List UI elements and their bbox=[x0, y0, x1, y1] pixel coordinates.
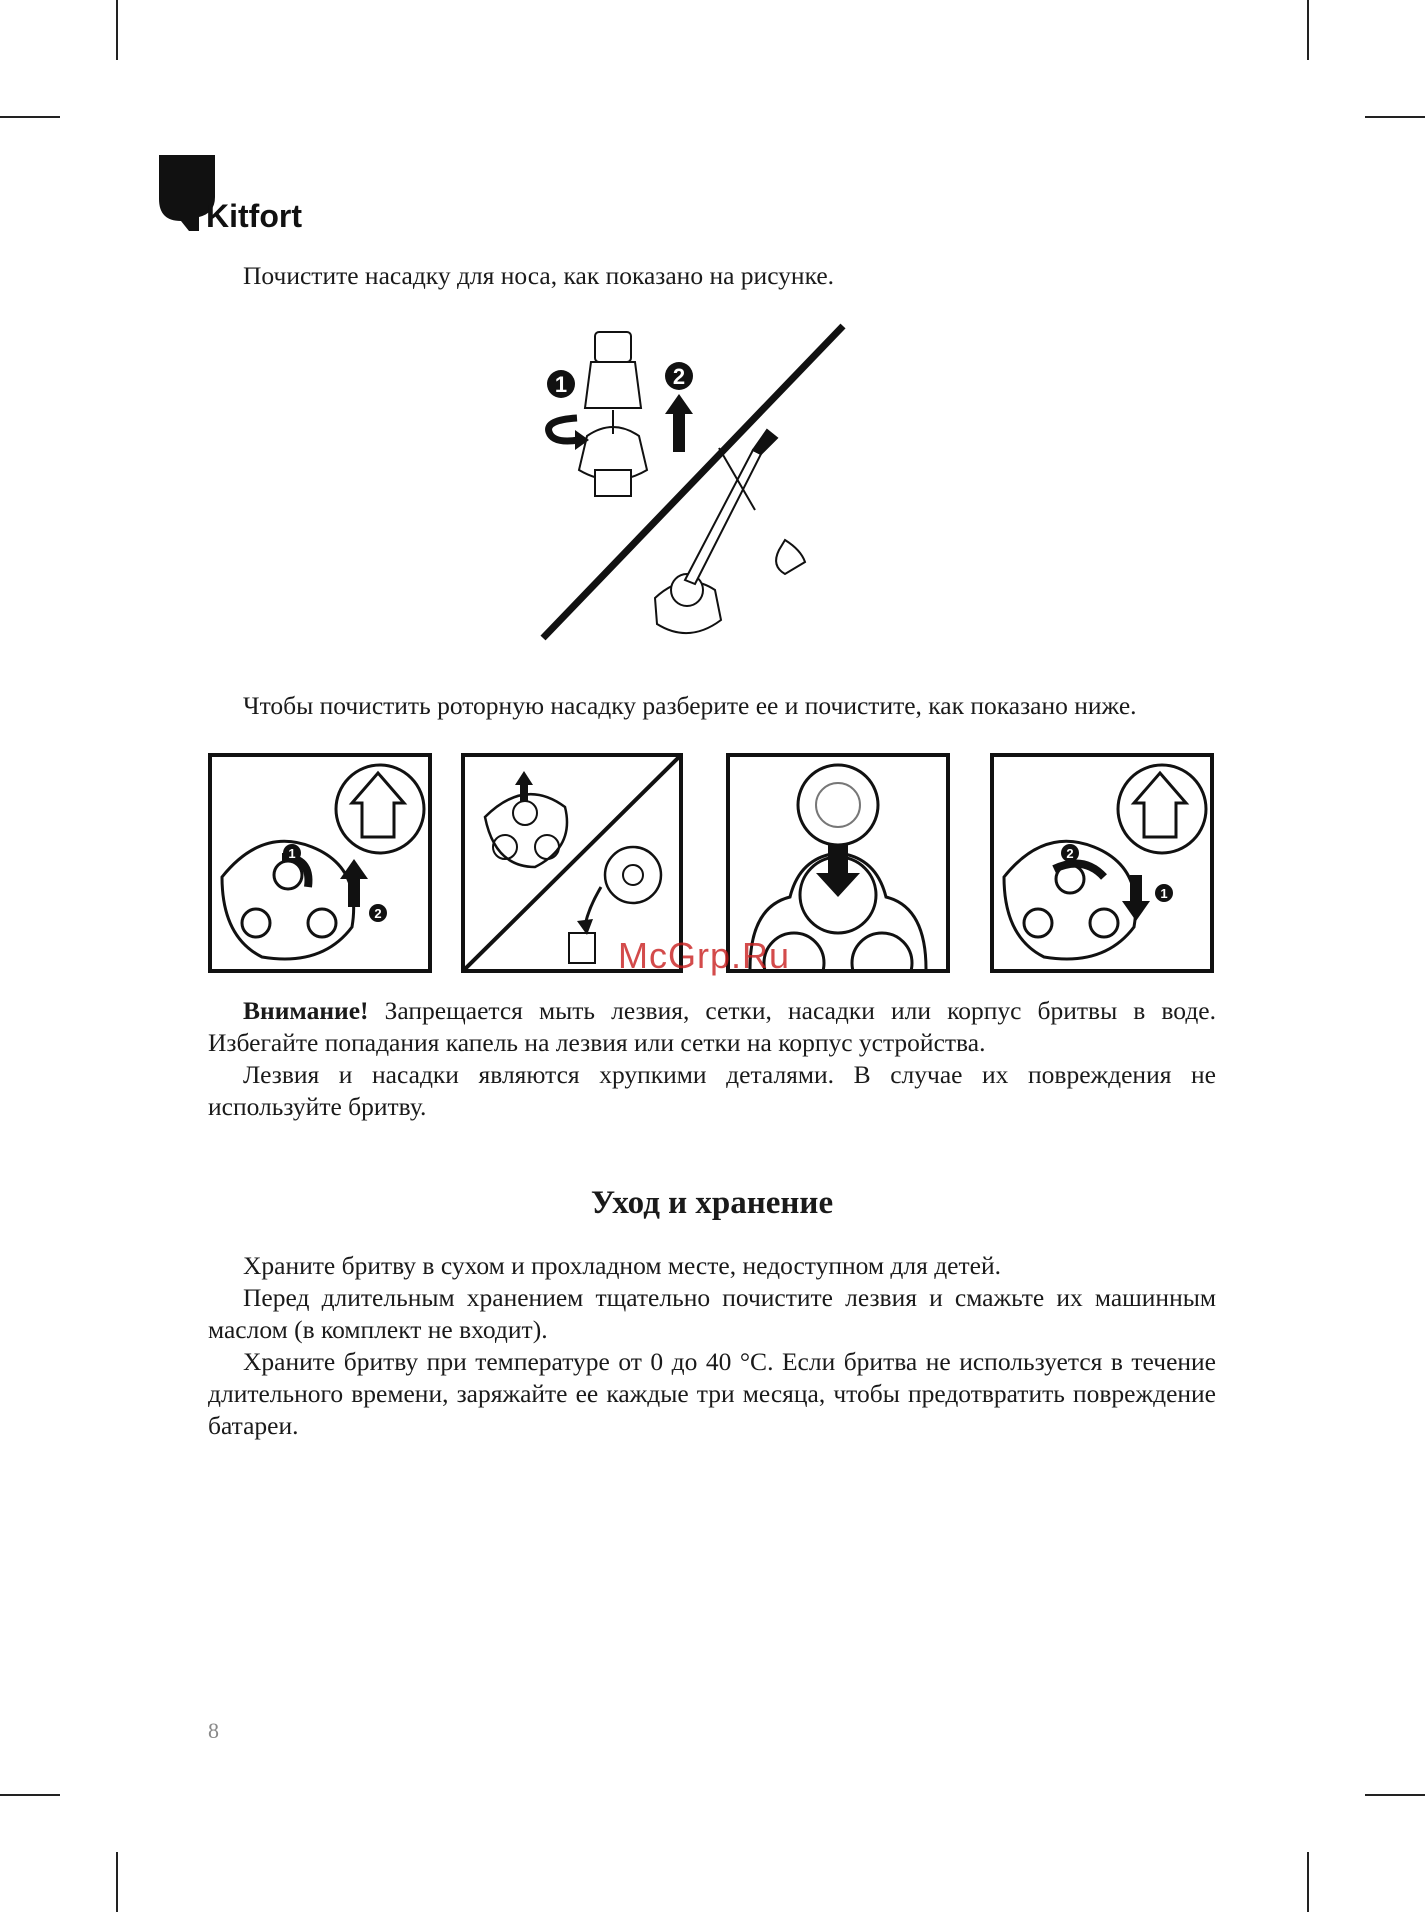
fragile-paragraph: Лезвия и насадки являются хрупкими деталями. В случае их повреждения не используйте бритву. bbox=[208, 1060, 1216, 1121]
care-paragraph-1: Храните бритву в сухом и прохладном месте, недоступном для детей. bbox=[243, 1251, 1001, 1280]
nose-trimmer-cleaning-figure bbox=[535, 320, 855, 665]
warning-label: Внимание! bbox=[243, 996, 369, 1025]
crop-mark bbox=[0, 116, 60, 118]
badge-2: 2 bbox=[672, 364, 686, 389]
intro-paragraph: Почистите насадку для носа, как показано на рисунке. bbox=[243, 261, 835, 290]
warning-text: Запрещается мыть лезвия, сетки, насадки или корпус бритвы в воде. Избегайте попадания капель на лезвия или сетки на корпус устройства. bbox=[208, 996, 1216, 1057]
rotary-head-lock-icon bbox=[994, 757, 1210, 969]
warning-paragraph bbox=[208, 995, 1216, 1059]
panel-step-1 bbox=[208, 753, 432, 973]
crop-mark bbox=[116, 0, 118, 60]
crop-mark bbox=[1365, 116, 1425, 118]
crop-mark bbox=[0, 1794, 60, 1796]
brand-name: Kitfort bbox=[206, 198, 302, 234]
care-paragraph-3: Храните бритву при температуре от 0 до 40 °С. Если бритва не используется в течение длительного времени, заряжайте ее каждые три месяца, чтобы предотвратить повреждение батареи. bbox=[208, 1347, 1216, 1440]
rotary-head-unlock-icon bbox=[212, 757, 428, 969]
crop-mark bbox=[1365, 1794, 1425, 1796]
nose-attachment-icon bbox=[579, 332, 647, 496]
care-paragraph-2: Перед длительным хранением тщательно почистите лезвия и смажьте их машинным маслом (в комплект не входит). bbox=[208, 1283, 1216, 1344]
page-number: 8 bbox=[208, 1718, 219, 1743]
crop-mark bbox=[1307, 0, 1309, 60]
crop-mark bbox=[116, 1852, 118, 1912]
badge-2: 2 bbox=[1066, 846, 1074, 861]
panel-step-4 bbox=[990, 753, 1214, 973]
section-title: Уход и хранение bbox=[590, 1185, 834, 1221]
badge-1: 1 bbox=[1160, 886, 1168, 901]
brush-cleaning-icon bbox=[655, 430, 805, 633]
crop-mark bbox=[1307, 1852, 1309, 1912]
badge-1: 1 bbox=[554, 372, 568, 397]
rotate-arrow-icon bbox=[549, 418, 579, 441]
badge-2: 2 bbox=[374, 906, 382, 921]
up-arrow-icon bbox=[665, 394, 693, 452]
watermark: McGrp.Ru bbox=[618, 935, 791, 976]
rotary-instruction-paragraph: Чтобы почистить роторную насадку разберите ее и почистите, как показано ниже. bbox=[243, 691, 1137, 720]
badge-1: 1 bbox=[288, 846, 296, 861]
